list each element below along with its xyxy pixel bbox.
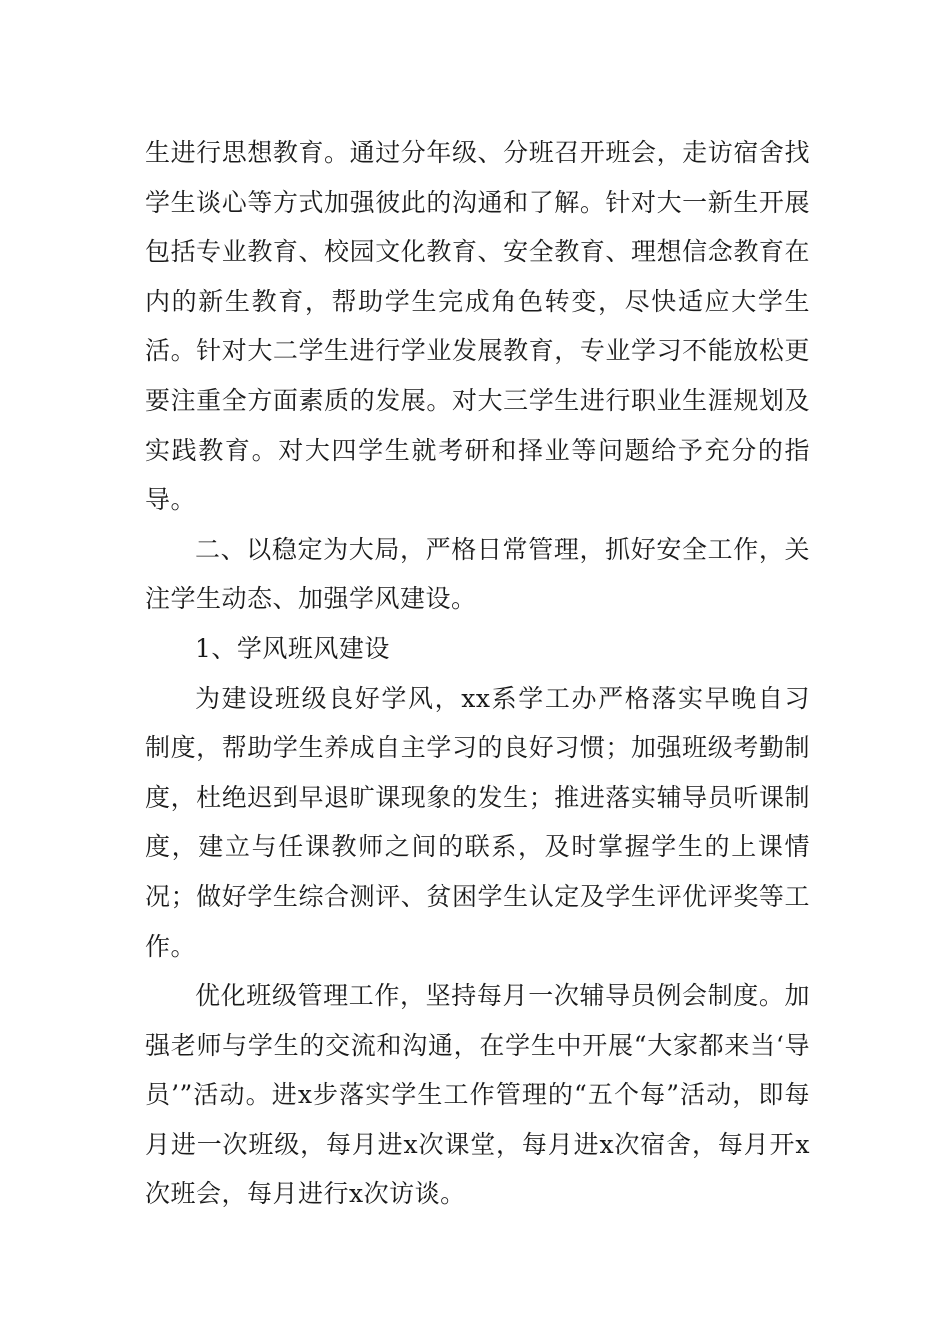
paragraph-study-style-measures: 为建设班级良好学风，xx系学工办严格落实早晚自习制度，帮助学生养成自主学习的良好习惯；加强班级考勤制度，杜绝迟到早退旷课现象的发生；推进落实辅导员听课制度，建立与任课教师之间的联系，及时掌握学生的上课情况；做好学生综合测评、贫困学生认定及学生评优评奖等工作。 xyxy=(145,683,810,961)
paragraph-class-management: 优化班级管理工作，坚持每月一次辅导员例会制度。加强老师与学生的交流和沟通，在学生中开展“大家都来当‘导员’”活动。进x步落实学生工作管理的“五个每”活动，即每月进一次班级，每月进x次课堂，每月进x次宿舍，每月开x次班会，每月进行x次访谈。 xyxy=(145,981,810,1209)
paragraph-student-education: 生进行思想教育。通过分年级、分班召开班会，走访宿舍找学生谈心等方式加强彼此的沟通和了解。针对大一新生开展包括专业教育、校园文化教育、安全教育、理想信念教育在内的新生教育，帮助学生完成角色转变，尽快适应大学生活。针对大二学生进行学业发展教育，专业学习不能放松更要注重全方面素质的发展。对大三学生进行职业生涯规划及实践教育。对大四学生就考研和择业等问题给予充分的指导。 xyxy=(145,138,810,515)
document-body xyxy=(145,128,810,1219)
paragraph-subheading-study-style: 1、学风班风建设 xyxy=(195,633,390,663)
paragraph-section-two-heading: 二、以稳定为大局，严格日常管理，抓好安全工作，关注学生动态、加强学风建设。 xyxy=(145,534,810,614)
